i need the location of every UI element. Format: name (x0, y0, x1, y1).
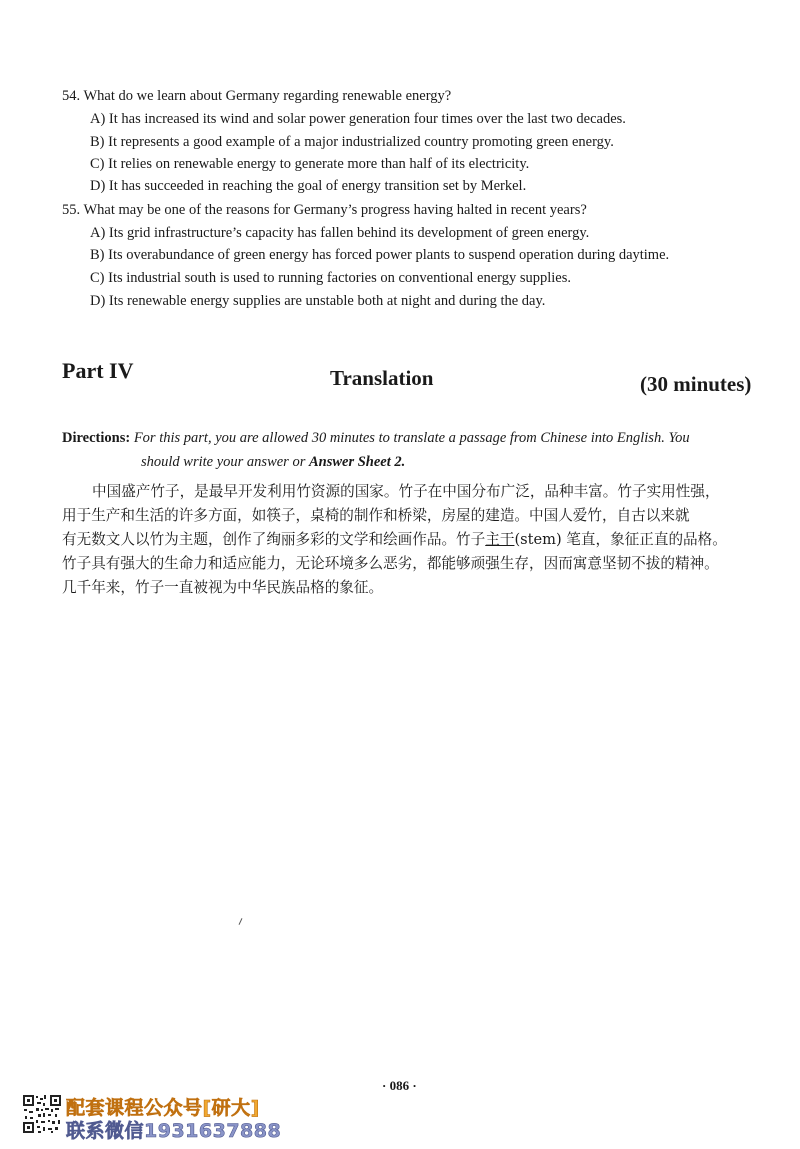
qr-code-icon (22, 1094, 62, 1134)
directions-lead: Directions: (62, 430, 131, 446)
answer-sheet-label: Answer Sheet 2. (308, 454, 406, 470)
question-55-option-b: B) Its overabundance of green energy has forced power plants to suspend operation during daytime. (90, 247, 670, 263)
directions-line-2 (141, 454, 405, 471)
question-54-option-c: C) It relies on renewable energy to generate more than half of its electricity. (90, 156, 530, 172)
question-55-option-c: C) Its industrial south is used to running factories on conventional energy supplies. (90, 270, 571, 286)
section-time-limit: (30 minutes) (640, 372, 752, 396)
passage-line-4: 竹子具有强大的生命力和适应能力，无论环境多么恶劣，都能够顽强生存，因而寓意坚韧不拔的精神。 (62, 555, 719, 572)
question-54-option-d: D) It has succeeded in reaching the goal of energy transition set by Merkel. (90, 178, 527, 194)
section-title: Translation (330, 366, 434, 390)
question-55-stem: 55. What may be one of the reasons for Germany’s progress having halted in recent years? (62, 202, 587, 218)
question-54-option-b: B) It represents a good example of a major industrialized country promoting green energy. (90, 134, 614, 150)
passage-line-3-rest: (stem) 笔直，象征正直的品格。 (514, 531, 727, 548)
passage-line-3 (62, 528, 778, 552)
passage-line-3-text: 有无数文人以竹为主题，创作了绚丽多彩的文学和绘画作品。竹子 (62, 531, 486, 548)
passage-line-1: 中国盛产竹子，是最早开发利用竹资源的国家。竹子在中国分布广泛，品种丰富。竹子实用性强， (92, 483, 720, 500)
watermark-contact: 联系微信1931637888 (66, 1120, 282, 1142)
directions (62, 428, 777, 448)
question-54-option-a: A) It has increased its wind and solar power generation four times over the last two decades. (90, 111, 626, 127)
passage-line-2: 用于生产和生活的许多方面，如筷子，桌椅的制作和桥梁，房屋的建造。中国人爱竹，自古以来就 (62, 507, 690, 524)
part-label: Part IV (62, 358, 134, 383)
watermark-course-account: 配套课程公众号[研大] (66, 1097, 260, 1119)
question-55-option-d: D) Its renewable energy supplies are unstable both at night and during the day. (90, 293, 546, 309)
question-55-option-a: A) Its grid infrastructure’s capacity has fallen behind its development of green energy. (90, 225, 590, 241)
stray-mark (239, 918, 243, 925)
question-54-stem: 54. What do we learn about Germany regarding renewable energy? (62, 88, 452, 104)
page-number: · 086 · (382, 1078, 417, 1093)
stem-term: 主干 (485, 531, 515, 548)
directions-text-2: should write your answer or (141, 454, 309, 470)
passage-line-5: 几千年来，竹子一直被视为中华民族品格的象征。 (62, 579, 384, 596)
directions-text: For this part, you are allowed 30 minutes to translate a passage from Chinese into English. You (133, 430, 690, 446)
